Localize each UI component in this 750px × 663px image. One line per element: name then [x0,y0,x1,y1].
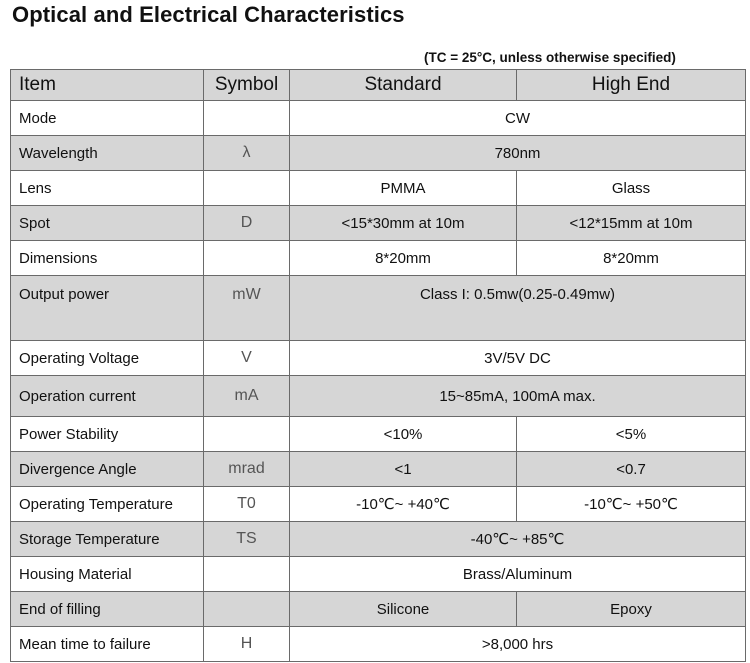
table-row [11,487,746,522]
characteristics-table [10,69,746,662]
table-row [11,592,746,627]
row-symbol [204,241,290,276]
header-standard: Standard [290,70,517,101]
row-value: 3V/5V DC [290,341,746,376]
table-row [11,206,746,241]
table-row [11,341,746,376]
row-item: Output power [11,276,204,341]
table-row [11,276,746,341]
row-symbol: λ [204,136,290,171]
row-high-end: Glass [517,171,746,206]
row-symbol: mA [204,376,290,417]
row-symbol [204,417,290,452]
row-value: 15~85mA, 100mA max. [290,376,746,417]
row-standard: <15*30mm at 10m [290,206,517,241]
row-standard: -10℃~ +40℃ [290,487,517,522]
row-symbol [204,101,290,136]
table-row [11,557,746,592]
row-high-end: <5% [517,417,746,452]
table-row [11,171,746,206]
row-item: Operating Voltage [11,341,204,376]
row-item: Divergence Angle [11,452,204,487]
header-row [11,70,746,101]
test-condition-note: (TC = 25°C, unless otherwise specified) [424,50,676,65]
row-value: 780nm [290,136,746,171]
row-item: Operation current [11,376,204,417]
row-item: Power Stability [11,417,204,452]
row-symbol: V [204,341,290,376]
row-item: Mean time to failure [11,627,204,662]
row-symbol: D [204,206,290,241]
table-row [11,376,746,417]
row-item: Dimensions [11,241,204,276]
row-high-end: -10℃~ +50℃ [517,487,746,522]
row-standard: <10% [290,417,517,452]
row-standard: PMMA [290,171,517,206]
row-high-end: <0.7 [517,452,746,487]
page-title: Optical and Electrical Characteristics [12,2,405,27]
row-symbol: H [204,627,290,662]
row-standard: Silicone [290,592,517,627]
header-item: Item [11,70,204,101]
row-value: >8,000 hrs [290,627,746,662]
row-standard: <1 [290,452,517,487]
row-high-end: 8*20mm [517,241,746,276]
row-value: -40℃~ +85℃ [290,522,746,557]
table-row [11,417,746,452]
table-row [11,136,746,171]
row-value: Class I: 0.5mw(0.25-0.49mw) [290,276,746,341]
row-symbol: T0 [204,487,290,522]
row-high-end: Epoxy [517,592,746,627]
row-item: Operating Temperature [11,487,204,522]
table-row [11,627,746,662]
header-symbol: Symbol [204,70,290,101]
row-high-end: <12*15mm at 10m [517,206,746,241]
row-symbol: TS [204,522,290,557]
row-symbol [204,592,290,627]
row-item: Wavelength [11,136,204,171]
row-value: Brass/Aluminum [290,557,746,592]
row-item: End of filling [11,592,204,627]
row-symbol: mrad [204,452,290,487]
table-row [11,452,746,487]
row-symbol [204,557,290,592]
row-item: Mode [11,101,204,136]
row-symbol: mW [204,276,290,341]
row-item: Housing Material [11,557,204,592]
row-item: Lens [11,171,204,206]
row-value: CW [290,101,746,136]
header-high-end: High End [517,70,746,101]
table-row [11,522,746,557]
row-item: Spot [11,206,204,241]
row-symbol [204,171,290,206]
table-row [11,241,746,276]
table-row [11,101,746,136]
row-standard: 8*20mm [290,241,517,276]
row-item: Storage Temperature [11,522,204,557]
